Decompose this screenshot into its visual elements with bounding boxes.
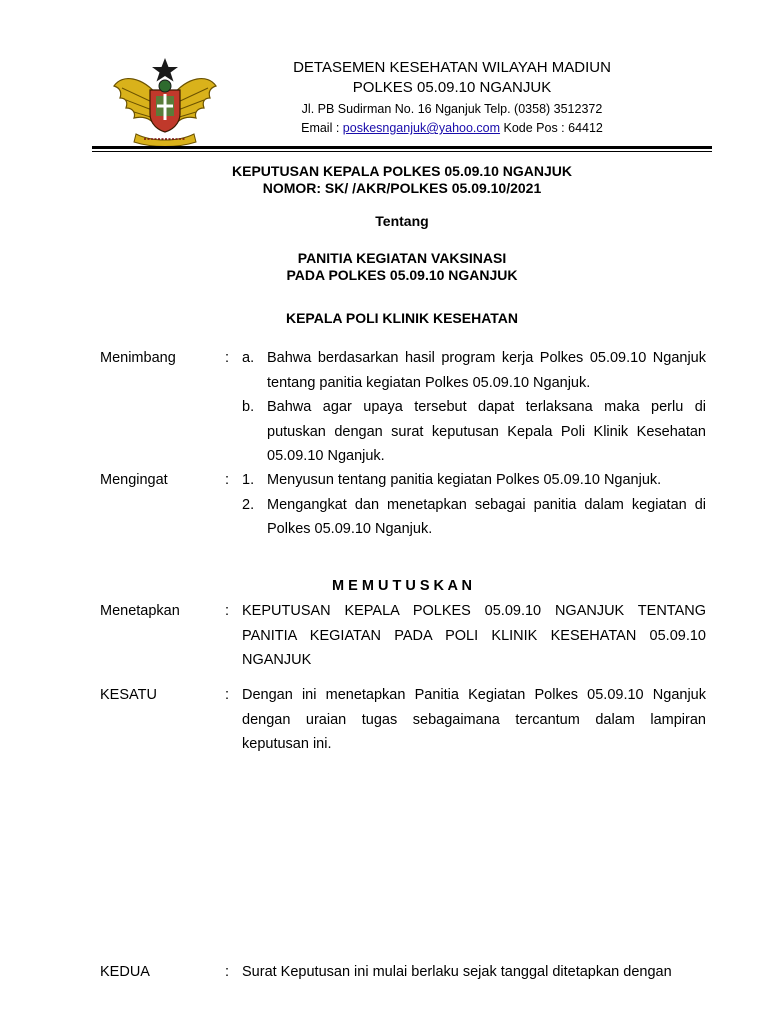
section-label: Menimbang <box>100 350 176 366</box>
authority-heading: KEPALA POLI KLINIK KESEHATAN <box>285 310 519 326</box>
section-label: KESATU <box>100 687 157 703</box>
list-item <box>242 395 706 469</box>
section-colon: : <box>225 687 230 703</box>
section-body: Surat Keputusan ini mulai berlaku sejak tanggal ditetapkan dengan <box>242 964 672 980</box>
email-link[interactable]: poskesnganjuk@yahoo.com <box>342 121 501 135</box>
letterhead-text <box>242 58 662 138</box>
decree-title: KEPUTUSAN KEPALA POLKES 05.09.10 NGANJUK <box>232 163 572 179</box>
list-marker: b. <box>242 399 255 415</box>
subject-line-1: PANITIA KEGIATAN VAKSINASI <box>297 250 507 266</box>
list-item <box>242 468 706 493</box>
list-item <box>242 493 706 542</box>
section-colon: : <box>225 472 230 488</box>
decree-number: NOMOR: SK/ /AKR/POLKES 05.09.10/2021 <box>262 180 542 196</box>
subject-line-2: PADA POLKES 05.09.10 NGANJUK <box>286 267 518 283</box>
section-body <box>242 346 706 469</box>
section-body: Dengan ini menetapkan Panitia Kegiatan Polkes 05.09.10 Nganjuk dengan uraian tugas sebagaimana tercantum dalam lampiran keputusan ini. <box>242 687 706 752</box>
letterhead <box>92 54 712 150</box>
military-health-emblem-logo <box>112 56 218 146</box>
section-label: KEDUA <box>100 964 150 980</box>
list-marker: a. <box>242 350 255 366</box>
section-label: Menetapkan <box>100 603 180 619</box>
about-heading: Tentang <box>375 213 429 229</box>
section-body: KEPUTUSAN KEPALA POLKES 05.09.10 NGANJUK TENTANG PANITIA KEGIATAN PADA POLI KLINIK KESEHATAN 05.09.10 NGANJUK <box>242 603 706 668</box>
contact-line <box>242 119 662 138</box>
list-marker: 2. <box>242 496 255 513</box>
list-text: Menyusun tentang panitia kegiatan Polkes 05.09.10 Nganjuk. <box>267 472 662 488</box>
unit-name: POLKES 05.09.10 NGANJUK <box>352 79 552 96</box>
letterhead-rule-thin <box>92 151 712 152</box>
section-colon: : <box>225 603 230 619</box>
list-text: Mengangkat dan menetapkan sebagai panitia dalam kegiatan di Polkes 05.09.10 Nganjuk. <box>267 496 706 537</box>
list-item <box>242 346 706 395</box>
email-label: Email : <box>301 121 343 135</box>
organization-name: DETASEMEN KESEHATAN WILAYAH MADIUN <box>293 59 611 76</box>
list-text: Bahwa agar upaya tersebut dapat terlaksana maka perlu di putuskan dengan surat keputusan Kepala Poli Klinik Kesehatan 05.09.10 Nganjuk. <box>267 399 706 464</box>
section-body <box>242 468 706 542</box>
section-label: Mengingat <box>100 472 168 488</box>
postal-code: Kode Pos : 64412 <box>500 121 603 135</box>
list-text: Bahwa berdasarkan hasil program kerja Polkes 05.09.10 Nganjuk tentang panitia kegiatan Polkes 05.09.10 Nganjuk. <box>267 350 706 391</box>
address-line: Jl. PB Sudirman No. 16 Nganjuk Telp. (0358) 3512372 <box>301 102 603 116</box>
section-colon: : <box>225 964 230 980</box>
letterhead-rule-thick <box>92 146 712 149</box>
section-colon: : <box>225 350 230 366</box>
list-marker: 1. <box>242 472 255 488</box>
decision-heading: M E M U T U S K A N <box>332 578 472 594</box>
